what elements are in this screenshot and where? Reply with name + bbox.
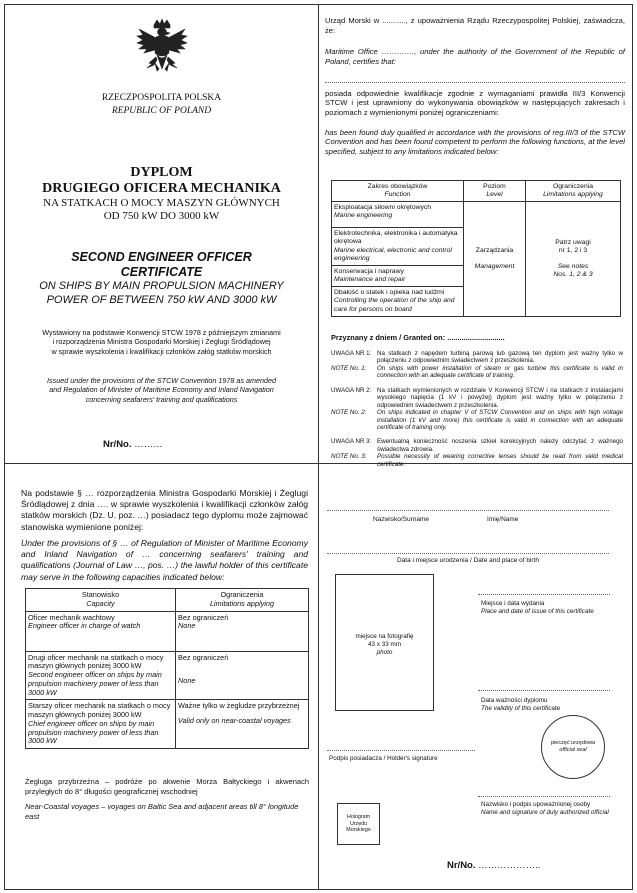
granted-on: Przyznany z dniem / Granted on: ............................	[331, 333, 505, 342]
cap-limit-cell	[176, 651, 309, 700]
function-en: Marine engineering	[334, 212, 393, 220]
capacity-pl: Starszy oficer mechanik na statkach o mocy maszyn głównych poniżej 3000 kW	[28, 701, 171, 719]
issued-en-line3: concerning seafarers' training and qualifications	[85, 394, 238, 404]
seal-label-pl: pieczęć urzędowa	[550, 740, 596, 746]
col-function-pl: Zakres obowiązków	[367, 183, 428, 190]
qualification-pl: posiada odpowiednie kwalifikacje zgodnie z wymaganiami prawidła III/3 Konwencji STCW i jest uprawniony do wykonywania obowiązków w następujących zakresach i poziomach z wymienionymi poniżej ograniczeniami:	[325, 89, 625, 117]
photo-label-1: miejsce na fotografię	[355, 633, 414, 640]
capacity-table	[25, 588, 309, 749]
level-cell	[464, 202, 526, 316]
function-cell	[332, 265, 464, 286]
table-row	[332, 202, 621, 228]
note-text-pl: Na statkach wymienionych w rozdziale V Konwencji STCW i na statkach z instalacjami wysokiego napięcia (1 kV i powyżej) dyplom jest ważny tylko w połączeniu z odpowiednim świadectwem z przeszkolenia.	[377, 386, 623, 409]
notes-block	[331, 350, 623, 468]
function-pl: Elektrotechnika, elektronika i automatyka okrętowa	[334, 230, 458, 246]
capacity-intro-pl: Na podstawie § … rozporządzenia Ministra Gospodarki Morskiej i Żeglugi Śródlądowej z dnia …. w sprawie wyszkolenia i kwalifikacji członków załóg statków morskich (Dz. U. poz. …) posiadacz tego dyplomu może zajmować stanowiska wymienione poniżej:	[21, 488, 308, 532]
title-scope-pl: NA STATKACH O MOCY MASZYN GŁÓWNYCH	[43, 197, 280, 209]
official-label-pl: Nazwisko i podpis upoważnionej osoby	[481, 801, 591, 808]
issue-label-en: Place and date of issue of this certificate	[481, 608, 594, 615]
functions-table-header	[332, 181, 621, 202]
note-1	[331, 350, 623, 365]
hologram-label-1: Hologram	[347, 814, 370, 820]
qualification-en: has been found duly qualified in accordance with the provisions of reg.III/3 of the STCW Convention and has been found competent to perform the following functions, at the level specified, subject to any limitations indicated below:	[325, 128, 625, 156]
issue-line	[478, 594, 610, 595]
col-limits-header	[526, 181, 621, 202]
capacity-en: Engineer officer in charge of watch	[28, 621, 141, 631]
front-cover	[5, 5, 318, 463]
capacity-pl: Oficer mechanik wachtowy	[28, 612, 115, 622]
authority-statement-pl: Urząd Morski w ..........., z upoważnienia Rządu Rzeczypospolitej Polskiej, zaświadcza, że:	[325, 16, 625, 35]
function-en: Maintenance and repair	[334, 276, 406, 284]
limits-pl-line1: Patrz uwagi	[555, 239, 591, 247]
col-cap-limits-pl: Ograniczenia	[220, 590, 264, 599]
col-capacity-en: Capacity	[86, 598, 115, 608]
function-pl: Konserwacja i naprawy	[334, 267, 404, 275]
issued-pl-line3: w sprawie wyszkolenia i kwalifikacji członków załóg statków morskich	[51, 346, 272, 356]
authority-statement-en: Maritime Office …………., under the authority of the Government of the Republic of Poland, certifies that:	[325, 47, 625, 66]
note-text-en: On ships indicated in chapter V of STCW Convention and on ships with high voltage installation (1 kV and more) this certificate is valid in connection with an adequate certificate of training only.	[377, 409, 623, 431]
issued-en-line2: and Regulation of Minister of Maritime Economy and Inland Navigation	[49, 385, 274, 395]
note-text-en: On ships with power installation of steam or gas turbine this certificate is valid in connection with an adequate certificate of training.	[377, 364, 623, 380]
col-capacity-pl: Stanowisko	[81, 590, 120, 599]
cap-limit-cell	[176, 700, 309, 749]
validity-label-pl: Data ważności dyplomu	[481, 697, 548, 704]
front-number	[103, 439, 163, 450]
photo-box	[335, 574, 434, 711]
back-number-value: ………………..	[478, 860, 541, 871]
title-dyplom: DYPLOM	[130, 165, 193, 180]
note-label-en: NOTE No. 3:	[331, 453, 367, 461]
note-label-pl: UWAGA NR 3:	[331, 438, 372, 446]
capacity-table-header	[26, 589, 309, 612]
back-number-label: Nr/No.	[447, 860, 476, 871]
title-rank-en: SECOND ENGINEER OFFICER	[71, 250, 252, 264]
col-limits-pl: Ograniczenia	[552, 183, 594, 190]
signature-label: Podpis posiadacza / Holder's signature	[329, 755, 438, 762]
issued-basis-pl	[11, 328, 312, 356]
issued-en-line1: Issued under the provisions of the STCW Convention 1978 as amended	[47, 376, 276, 385]
table-row	[26, 700, 309, 749]
republic-name-en: REPUBLIC OF POLAND	[111, 106, 212, 116]
front-number-label: Nr/No.	[103, 439, 132, 450]
level-pl: Zarządzania	[475, 246, 514, 254]
cap-limit-en: None	[178, 621, 196, 631]
cap-limit-cell	[176, 611, 309, 651]
title-certificate-en: CERTIFICATE	[120, 265, 203, 279]
birth-label: Data i miejsce urodzenia / Date and place of birth	[397, 557, 539, 564]
function-pl: Eksploatacja siłowni okrętowych	[334, 204, 432, 212]
republic-name-pl: RZECZPOSPOLITA POLSKA	[101, 93, 222, 103]
title-power-en: POWER OF BETWEEN 750 kW AND 3000 kW	[46, 294, 277, 306]
col-capacity-header	[26, 589, 176, 612]
cap-limit-pl: Bez ograniczeń	[178, 612, 229, 622]
official-label-en: Name and signature of duly authorized official	[481, 809, 609, 816]
issued-pl-line1: Wystawiony na podstawie Konwencji STCW 1978 z późniejszym zmianami	[42, 328, 281, 337]
level-en: Management	[474, 263, 515, 271]
holder-name-line	[325, 77, 625, 83]
certificate-frame	[4, 4, 633, 890]
hologram-label-3: Morskiego	[346, 827, 371, 834]
capacity-cell	[26, 700, 176, 749]
functions-table	[331, 180, 621, 317]
limits-en-line2: Nos. 1, 2 & 3	[553, 270, 593, 278]
function-en: Marine electrical, electronic and control engineering	[334, 246, 452, 262]
photo-placeholder	[336, 633, 433, 657]
note-2-en	[331, 409, 623, 431]
capacity-pl: Drugi oficer mechanik na statkach o mocy maszyn głównych poniżej 3000 kW	[28, 652, 164, 671]
note-text-pl: Ewentualną konieczność noszenia szkieł korekcyjnych należy odczytać z ważnego świadectwa zdrowia.	[377, 438, 623, 453]
holder-data-panel	[319, 464, 632, 889]
capacity-cell	[26, 651, 176, 700]
function-cell	[332, 287, 464, 316]
signature-line	[327, 750, 475, 751]
col-function-header	[332, 181, 464, 202]
col-function-en: Function	[384, 191, 411, 199]
official-line	[478, 796, 610, 797]
col-cap-limits-en: Limitations applying	[209, 598, 275, 608]
cap-limit-en: Valid only on near-coastal voyages	[178, 716, 291, 725]
note-1-en	[331, 365, 623, 380]
function-cell	[332, 228, 464, 266]
limits-pl-line2: nr 1, 2 i 3	[558, 247, 588, 255]
function-en: Controlling the operation of the ship and care for persons on board	[334, 297, 455, 313]
back-number	[447, 860, 540, 871]
title-scope-en: ON SHIPS BY MAIN PROPULSION MACHINERY	[39, 280, 284, 292]
capacity-en: Second engineer officer on ships by main propulsion machinery power of less than 3000 kW	[28, 670, 162, 697]
table-row	[26, 651, 309, 700]
surname-label: Nazwisko/Surname	[373, 516, 429, 523]
official-seal-circle	[541, 715, 605, 779]
certificate-functions-panel	[319, 5, 632, 468]
col-level-en: Level	[486, 191, 503, 199]
capacity-cell	[26, 611, 176, 651]
eagle-emblem-icon	[135, 19, 189, 81]
capacity-intro-en: Under the provisions of § … of Regulation of Minister of Maritime Economy and Inland Navigation of … concerning seafarers' training and qualifications (Journal of Law …, pos. …) the lawful holder of this certificate may serve in the following capacities indicated below:	[21, 538, 308, 582]
col-level-pl: Poziom	[483, 183, 506, 190]
birth-line	[327, 553, 609, 554]
limits-en-line1: See notes	[557, 262, 589, 270]
col-cap-limits-header	[176, 589, 309, 612]
table-row	[26, 611, 309, 651]
surname-line	[327, 510, 609, 511]
title-power-pl: OD 750 kW DO 3000 kW	[103, 210, 220, 222]
coastal-definition-en: Near-Coastal voyages – voyages on Baltic Sea and adjacent areas till 8° longitude east	[25, 802, 299, 821]
capacities-panel	[5, 464, 318, 889]
title-rank-pl: DRUGIEGO OFICERA MECHANIKA	[42, 181, 281, 196]
note-label-en: NOTE No. 1:	[331, 364, 367, 372]
note-text-en: Possible necessity of wearing corrective lenses should be read from valid medical certificate.	[377, 453, 623, 468]
function-pl: Dbałość o statek i opieka nad ludźmi	[334, 289, 445, 297]
seal-label	[542, 740, 604, 753]
hologram-box	[337, 803, 380, 845]
note-text-pl: Na statkach z napędem turbiną parową lub gazową ten dyplom jest ważny tylko w połączeniu z odpowiednim świadectwem z przeszkolenia.	[377, 350, 623, 365]
coastal-definition-pl: Żegluga przybrzeżna – podróże po akwenie Morza Bałtyckiego i akwenach przyległych do 8° długości geograficznej wschodniej	[25, 777, 309, 796]
note-label-pl: UWAGA NR 1:	[331, 350, 372, 357]
validity-label-en: The validity of this certificate	[481, 705, 561, 712]
function-cell	[332, 202, 464, 228]
issued-basis-en	[11, 376, 312, 404]
cap-limit-pl: Bez ograniczeń	[178, 652, 229, 662]
cap-limit-pl: Ważne tylko w żegludze przybrzeżnej	[178, 701, 300, 711]
validity-line	[478, 690, 610, 691]
note-2	[331, 387, 623, 409]
col-level-header	[464, 181, 526, 202]
front-number-value: ………	[134, 439, 163, 450]
photo-label-2: 43 x 33 mm	[368, 640, 401, 648]
issued-pl-line2: i rozporządzenia Ministra Gospodarki Morskiej i Żeglugi Śródlądowej	[52, 337, 271, 347]
note-label-pl: UWAGA NR 2:	[331, 386, 372, 394]
cap-limit-en: None	[178, 676, 196, 686]
note-3	[331, 438, 623, 453]
limits-cell	[526, 202, 621, 316]
capacity-en: Chief engineer officer on ships by main propulsion machinery power of less than 3000 kW	[28, 718, 159, 746]
hologram-label-2: Urzędu	[349, 820, 368, 827]
photo-label-3: photo	[376, 648, 393, 656]
seal-label-en: official seal	[559, 746, 587, 753]
col-limits-en: Limitations applying	[543, 191, 603, 199]
hologram-label	[338, 814, 379, 834]
issue-label-pl: Miejsce i data wydania	[481, 600, 545, 607]
note-label-en: NOTE No. 2:	[331, 409, 367, 417]
name-label: Imię/Name	[487, 516, 519, 523]
